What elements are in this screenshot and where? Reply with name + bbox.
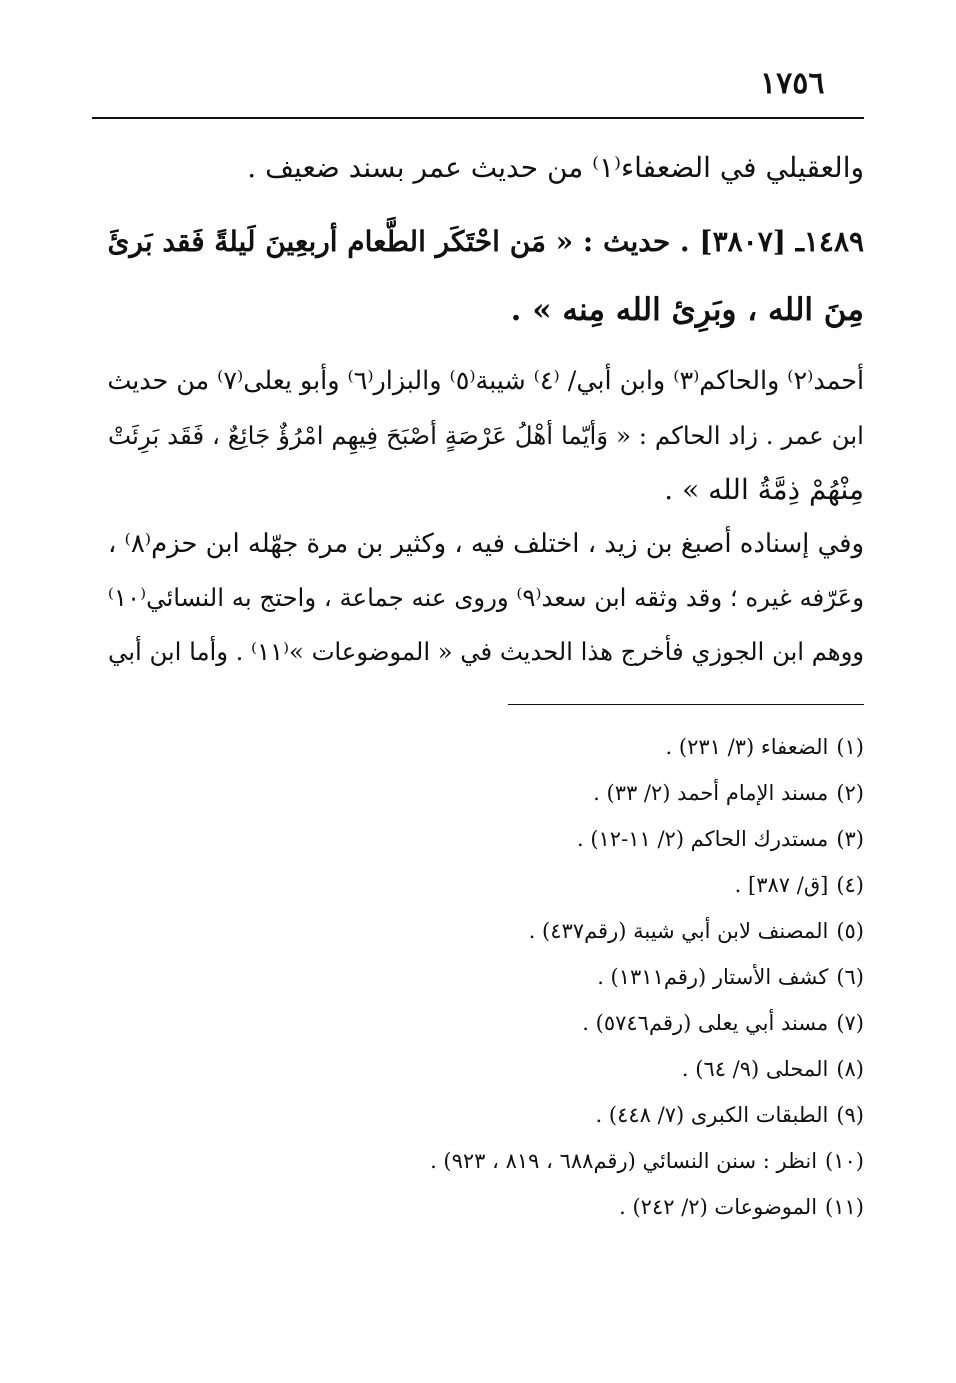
footnote-9 — [596, 1100, 864, 1130]
hadith-heading-line-2: مِنَ الله ، وبَرِئ الله مِنه » . — [510, 292, 864, 328]
body-line-6: مِنْهُمْ ذِمَّةُ الله » . — [664, 473, 864, 506]
footnote-text: مسند أبي يعلى (رقم٥٧٤٦) . — [582, 1011, 829, 1035]
footnote-10 — [430, 1146, 864, 1176]
footnote-text: الموضوعات (٢/ ٢٤٢) . — [619, 1195, 818, 1219]
footnote-8 — [682, 1054, 864, 1084]
footnote-number: (١٠) — [825, 1149, 864, 1173]
footnote-text: مستدرك الحاكم (٢/ ١١-١٢) . — [576, 827, 829, 851]
body-line-9: ووهم ابن الجوزي فأخرج هذا الحديث في « الموضوعات »⁽١١⁾ . وأما ابن أبي — [108, 637, 864, 666]
footnote-number: (٤) — [836, 873, 864, 897]
footnote-number: (١) — [836, 735, 864, 759]
footnote-11 — [619, 1192, 864, 1222]
footnote-text: الضعفاء (٣/ ٢٣١) . — [665, 735, 829, 759]
footnote-text: المحلى (٩/ ٦٤) . — [681, 1057, 829, 1081]
body-line-4: أحمد⁽٢⁾ والحاكم⁽٣⁾ وابن أبي/ ⁽٤⁾ شيبة⁽٥⁾ والبزار⁽٦⁾ وأبو يعلى⁽٧⁾ من حديث — [107, 365, 864, 395]
page-number: ١٧٥٦ — [760, 66, 825, 101]
footnote-5 — [529, 916, 864, 946]
footnote-7 — [582, 1008, 864, 1038]
hadith-heading-line-1: ١٤٨٩ـ [٣٨٠٧] . حديث : « مَن احْتَكَر الطَّعام أربعِينَ لَيلةً فَقد بَرئَ — [107, 225, 864, 258]
footnote-text: كشف الأستار (رقم١٣١١) . — [597, 965, 829, 989]
footnote-text: الطبقات الكبرى (٧/ ٤٤٨) . — [595, 1103, 829, 1127]
footnote-text: مسند الإمام أحمد (٢/ ٣٣) . — [593, 781, 829, 805]
body-line-5: ابن عمر . زاد الحاكم : « وَأيّما أهْلُ عَرْصَةٍ أصْبَحَ فِيهِم امْرُؤٌ جَائِعٌ ، فَقَد بَرِئَتْ — [107, 421, 864, 450]
body-line-8: وعَرّفه غيره ؛ وقد وثقه ابن سعد⁽٩⁾ وروى عنه جماعة ، واحتج به النسائي⁽١٠⁾ — [107, 583, 864, 612]
footnote-4 — [735, 870, 864, 900]
footnote-number: (٦) — [836, 965, 864, 989]
footnote-number: (٥) — [836, 919, 864, 943]
footnote-text: انظر : سنن النسائي (رقم٦٨٨ ، ٨١٩ ، ٩٢٣) . — [430, 1149, 818, 1173]
body-line-1: والعقيلي في الضعفاء⁽١⁾ من حديث عمر بسند ضعيف . — [247, 151, 864, 184]
footnote-text: [ق/ ٣٨٧] . — [734, 873, 829, 897]
footnote-number: (٧) — [836, 1011, 864, 1035]
footnote-2 — [593, 778, 864, 808]
footnote-3 — [577, 824, 864, 854]
footnote-number: (٣) — [836, 827, 864, 851]
footnote-1 — [666, 732, 864, 762]
footnote-6 — [597, 962, 864, 992]
footnote-text: المصنف لابن أبي شيبة (رقم٤٣٧) . — [528, 919, 829, 943]
footnote-number: (٩) — [836, 1103, 864, 1127]
footnote-separator — [508, 704, 864, 705]
footnote-number: (١١) — [825, 1195, 864, 1219]
header-rule — [92, 117, 864, 119]
body-line-7: وفي إسناده أصبغ بن زيد ، اختلف فيه ، وكثير بن مرة جهّله ابن حزم⁽٨⁾ ، — [107, 529, 864, 559]
footnote-number: (٢) — [836, 781, 864, 805]
footnote-number: (٨) — [836, 1057, 864, 1081]
